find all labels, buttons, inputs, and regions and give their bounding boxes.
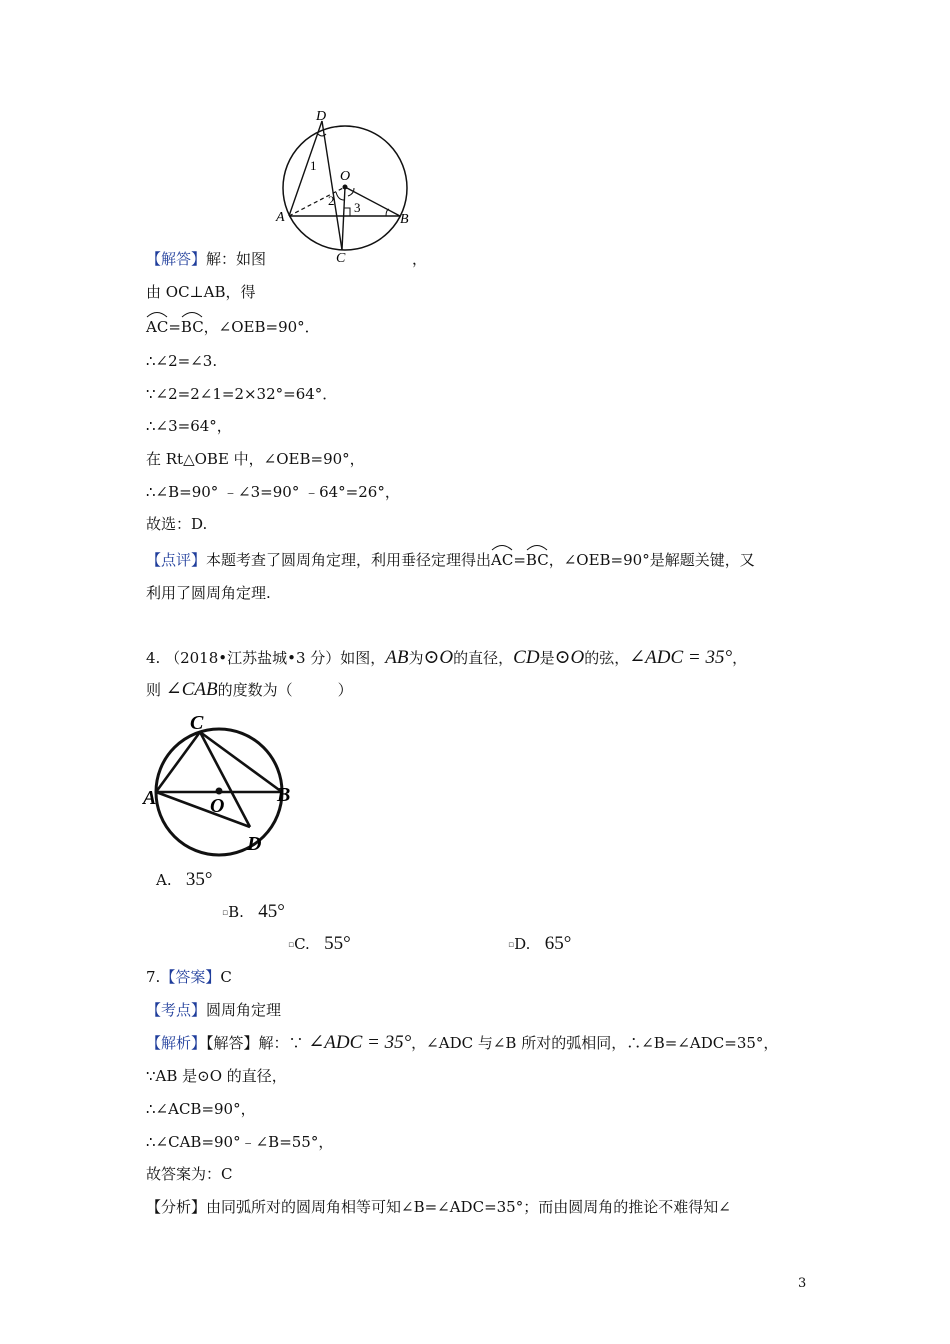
answer-value: C xyxy=(220,968,232,986)
jiexi-line-4: ∴∠CAB=90°﹣∠B=55°， xyxy=(146,1133,334,1151)
center-point xyxy=(216,788,223,795)
solution-line-4: ∵∠2=2∠1=2×32°=64°． xyxy=(146,385,338,403)
jiexi-tag: 【解析】 xyxy=(146,1034,207,1052)
option-b-value: 45° xyxy=(258,901,285,922)
jiexi-line-3: ∴∠ACB=90°， xyxy=(146,1100,256,1118)
review-line-1: 【点评】本题考查了圆周角定理，利用垂径定理得出 AC= BC，∠OEB=90°是解题关键，又 xyxy=(146,550,755,570)
solution-line-1: 由 OC⊥AB，得 xyxy=(146,283,256,301)
arc-bc: BC xyxy=(181,317,204,337)
review-tag: 【点评】 xyxy=(146,551,207,569)
label-a: A xyxy=(143,787,157,809)
question-4-line-2: 则 ∠CAB的度数为（ ） xyxy=(146,679,353,700)
option-d: ▫D. 65° xyxy=(508,933,572,954)
solution-line-3: ∴∠2=∠3. xyxy=(146,352,218,370)
answer-tag: 【解答】 xyxy=(146,250,207,268)
angle-arc-2 xyxy=(336,192,344,200)
label-b: B xyxy=(277,784,291,806)
page-number: 3 xyxy=(798,1276,807,1291)
label-d: D xyxy=(316,109,327,124)
option-a-value: 35° xyxy=(185,869,213,890)
right-angle-mark xyxy=(344,208,350,216)
solution-line-0 xyxy=(146,249,428,269)
option-b: ▫B. 45° xyxy=(222,901,285,922)
jiexi-line-1: 【解析】【解答】解：∵ ∠ADC = 35°，∠ADC 与∠B 所对的弧相同，∴∠B=∠ADC=35°， xyxy=(146,1032,779,1053)
solution-line-2: AC= BC，∠OEB=90°． xyxy=(146,317,320,337)
label-d: D xyxy=(247,833,262,855)
angle-adc-2: ∠ADC = 35° xyxy=(308,1032,412,1053)
review-line-2: 利用了圆周角定理. xyxy=(146,584,271,602)
label-1: 1 xyxy=(310,158,317,173)
label-a: A xyxy=(276,210,285,225)
kaodian-tag: 【考点】 xyxy=(146,1001,207,1019)
solution-intro-end: ， xyxy=(412,250,428,268)
solution-line-7: ∴∠B=90° ﹣∠3=90° ﹣64°=26°， xyxy=(146,483,400,501)
option-c: ▫C. 55° xyxy=(288,933,351,954)
answer-tag-2: 【答案】 xyxy=(160,968,221,986)
label-b: B xyxy=(400,212,409,227)
label-3: 3 xyxy=(354,200,361,215)
chord-cd xyxy=(200,732,250,827)
angle-adc: ∠ADC = 35° xyxy=(629,647,733,668)
chord-ad xyxy=(156,792,250,827)
option-c-value: 55° xyxy=(324,933,351,954)
solution-line-8: 故选：D. xyxy=(146,515,208,533)
label-o: O xyxy=(210,795,225,817)
label-c: C xyxy=(336,251,346,266)
chord-dc xyxy=(322,121,342,250)
circle-o-2: ⊙O xyxy=(554,647,585,668)
arc-bc-review: BC xyxy=(526,550,549,570)
jiexi-answer-tag: 【解答】 xyxy=(206,1034,259,1052)
label-o: O xyxy=(340,169,351,184)
solution-line-6: 在 Rt△OBE 中，∠OEB=90°， xyxy=(146,450,365,468)
label-2: 2 xyxy=(328,193,335,208)
option-d-value: 65° xyxy=(544,933,572,954)
figure-circle-1 xyxy=(270,108,420,268)
solution-line-2-rest: ，∠OEB=90°． xyxy=(203,318,320,336)
jiexi-line-6: 【分析】由同弧所对的圆周角相等可知∠B=∠ADC=35°；而由圆周角的推论不难得知∠ xyxy=(146,1198,731,1216)
center-point xyxy=(343,185,348,190)
chord-cb xyxy=(200,732,282,792)
circle-o: ⊙O xyxy=(423,647,454,668)
question-4-line-1: 4. （2018•江苏盐城•3 分）如图，AB为⊙O的直径，CD是⊙O的弦，∠ADC = 35°， xyxy=(146,647,748,668)
jiexi-line-2: ∵AB 是⊙O 的直径， xyxy=(146,1067,287,1085)
angle-cab: ∠CAB xyxy=(165,679,218,700)
segment-oc xyxy=(342,187,345,250)
solution-intro: 解：如图 xyxy=(206,250,267,268)
arc-ac: AC xyxy=(146,317,168,337)
jiexi-line-5: 故答案为：C xyxy=(146,1165,233,1183)
label-c: C xyxy=(190,712,204,734)
option-a: A. 35° xyxy=(156,869,213,890)
seg-cd: CD xyxy=(513,647,540,668)
answer-line: 7.【答案】C xyxy=(146,968,232,986)
arc-ac-review: AC xyxy=(491,550,513,570)
figure-circle-2 xyxy=(140,712,300,857)
solution-line-5: ∴∠3=64°， xyxy=(146,417,232,435)
kaodian-line: 【考点】圆周角定理 xyxy=(146,1001,282,1019)
seg-ab: AB xyxy=(385,647,409,668)
